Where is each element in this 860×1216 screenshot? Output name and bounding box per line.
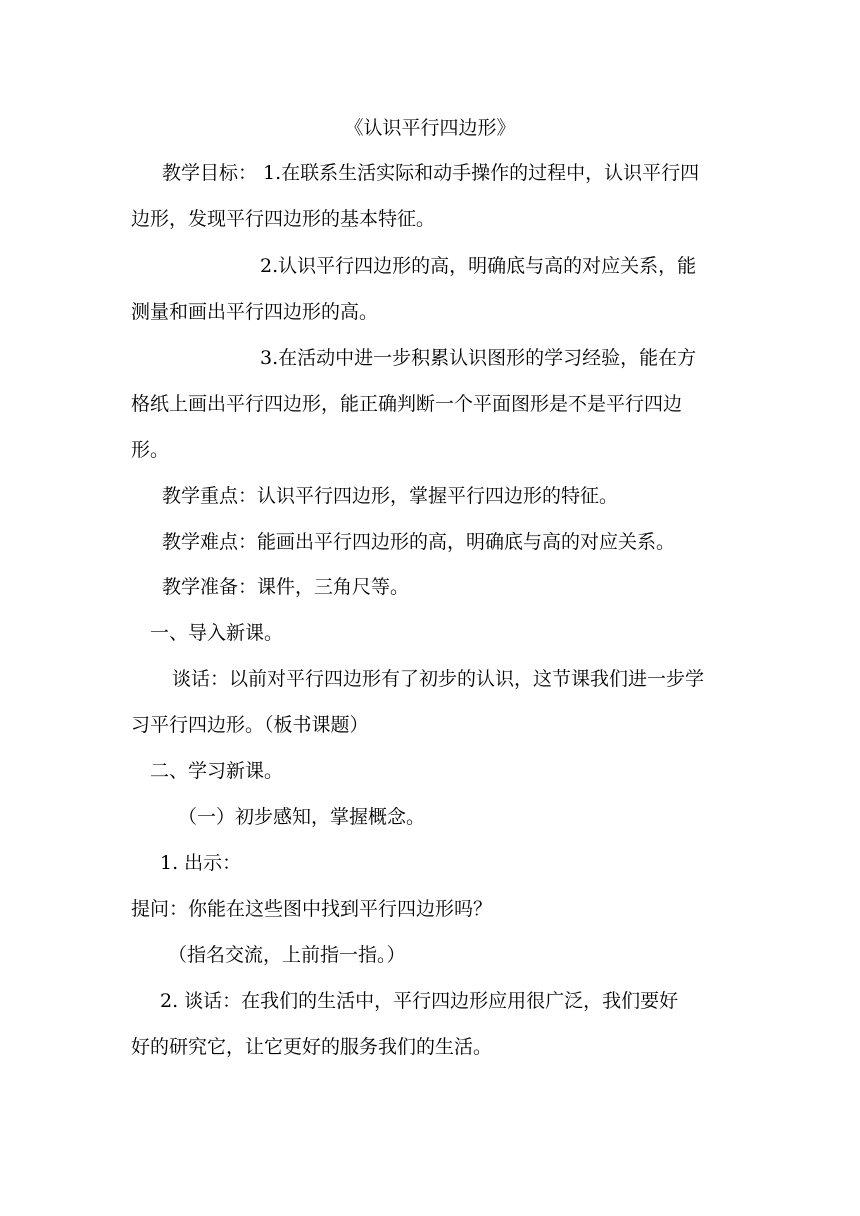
section2-heading: 二、学习新课。 bbox=[150, 760, 284, 782]
objectives-item3-line1: 3.在活动中进一步积累认识图形的学习经验，能在方 bbox=[260, 347, 697, 369]
objectives-item3-line3: 形。 bbox=[131, 439, 170, 461]
objectives-item2-line1: 2.认识平行四边形的高，明确底与高的对应关系，能 bbox=[260, 255, 697, 277]
key-point: 教学重点：认识平行四边形，掌握平行四边形的特征。 bbox=[162, 485, 619, 507]
objectives-item1-line2: 边形，发现平行四边形的基本特征。 bbox=[131, 208, 436, 230]
document-title: 《认识平行四边形》 bbox=[344, 117, 516, 139]
section2-question: 提问：你能在这些图中找到平行四边形吗？ bbox=[131, 898, 493, 920]
section1-talk-line2: 习平行四边形。（板书课题） bbox=[131, 714, 369, 736]
section1-talk-line1: 谈话：以前对平行四边形有了初步的认识，这节课我们进一步学 bbox=[172, 668, 705, 690]
objectives-item3-line2: 格纸上画出平行四边形，能正确判断一个平面图形是不是平行四边 bbox=[131, 393, 683, 415]
difficulty: 教学难点：能画出平行四边形的高，明确底与高的对应关系。 bbox=[162, 531, 676, 553]
objectives-item1-line1: 教学目标： 1.在联系生活实际和动手操作的过程中，认识平行四 bbox=[162, 162, 700, 184]
section2-note: （指名交流，上前指一指。） bbox=[168, 944, 406, 966]
objectives-item2-line2: 测量和画出平行四边形的高。 bbox=[131, 301, 379, 323]
section2-step2-line2: 好的研究它，让它更好的服务我们的生活。 bbox=[131, 1036, 493, 1058]
preparation: 教学准备：课件，三角尺等。 bbox=[162, 576, 410, 598]
section2-step1: 1. 出示： bbox=[160, 852, 242, 874]
section2-sub1: （一）初步感知，掌握概念。 bbox=[178, 806, 426, 828]
section2-step2-line1: 2. 谈话：在我们的生活中，平行四边形应用很广泛，我们要好 bbox=[160, 990, 679, 1012]
section1-heading: 一、导入新课。 bbox=[150, 622, 284, 644]
